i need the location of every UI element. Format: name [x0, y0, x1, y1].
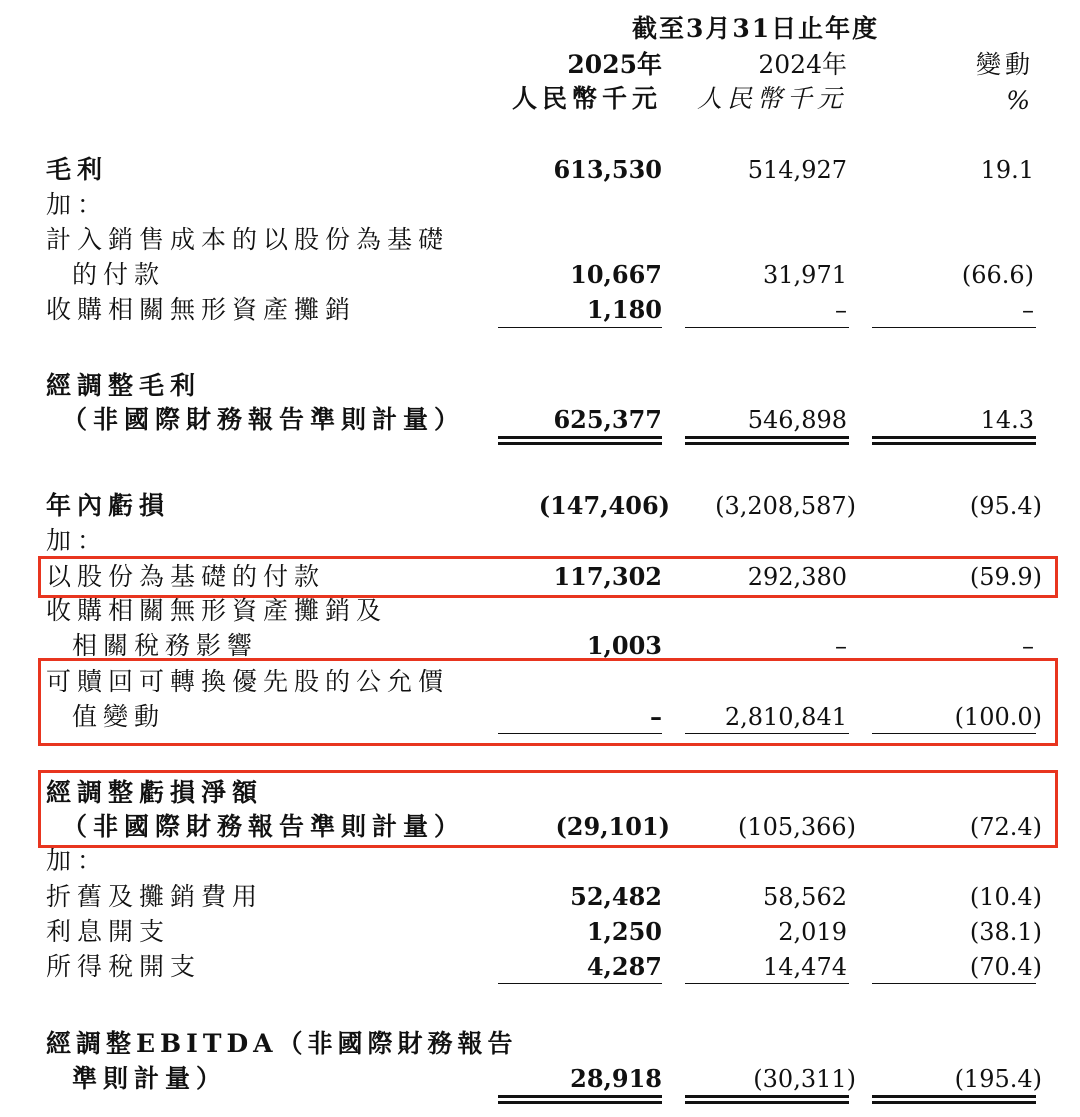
- value-2024: (105,366): [738, 813, 856, 841]
- value-2024: 58,562: [763, 883, 847, 911]
- row-label-amortization-tax: 收購相關無形資產攤銷及: [46, 596, 388, 625]
- row-label-add: 加：: [46, 846, 109, 875]
- row-label-sbc-cos: 計入銷售成本的以股份為基礎: [46, 225, 450, 254]
- total-double-rule: [498, 436, 662, 445]
- row-label-fair-value: 可贖回可轉換優先股的公允價: [46, 667, 450, 696]
- total-double-rule: [685, 1095, 849, 1104]
- value-change: –: [1022, 632, 1034, 660]
- total-double-rule: [872, 436, 1036, 445]
- highlight-box-fair-value: [38, 658, 1058, 746]
- row-label-adjusted-net-loss: 經調整虧損淨額: [46, 778, 264, 807]
- col-change-unit: %: [1006, 86, 1030, 115]
- row-label-fair-value-cont: 值變動: [72, 702, 166, 731]
- value-2025: 1,250: [586, 917, 662, 946]
- value-2024: 31,971: [763, 261, 847, 289]
- value-change: (10.4): [969, 883, 1042, 911]
- value-2025: 1,180: [586, 295, 662, 324]
- row-label-tax-impact: 相關稅務影響: [72, 631, 259, 660]
- value-2024: 546,898: [747, 406, 847, 434]
- value-change: (72.4): [969, 813, 1042, 841]
- row-label-income-tax: 所得稅開支: [46, 952, 202, 981]
- value-change: –: [1022, 296, 1034, 324]
- value-2025: 117,302: [553, 562, 662, 591]
- highlight-box-adjusted-net-loss: [38, 770, 1058, 848]
- value-2025: (29,101): [555, 812, 670, 841]
- total-double-rule: [685, 436, 849, 445]
- total-double-rule: [872, 1095, 1036, 1104]
- row-label-interest: 利息開支: [46, 917, 171, 946]
- value-2024: (30,311): [753, 1065, 856, 1093]
- subtotal-rule: [872, 983, 1036, 984]
- subtotal-rule: [498, 983, 662, 984]
- value-2024: –: [835, 632, 847, 660]
- row-label-non-ifrs: （非國際財務報告準則計量）: [62, 812, 466, 841]
- value-2024: 292,380: [747, 563, 847, 591]
- total-double-rule: [498, 1095, 662, 1104]
- value-2025: 625,377: [553, 405, 662, 434]
- value-2025: 1,003: [586, 631, 662, 660]
- subtotal-rule: [685, 983, 849, 984]
- value-2025: (147,406): [538, 491, 670, 520]
- value-2024: 2,810,841: [724, 703, 847, 731]
- value-2024: 14,474: [763, 953, 847, 981]
- col-2025-unit: 人民幣千元: [511, 84, 662, 113]
- value-change: (59.9): [969, 563, 1042, 591]
- value-change: (66.6): [961, 261, 1034, 289]
- value-2024: 514,927: [747, 156, 847, 184]
- row-label-sbc-cos-cont: 的付款: [72, 260, 166, 289]
- row-label-adjusted-ebitda: 經調整EBITDA（非國際財務報告: [46, 1029, 518, 1058]
- value-change: 19.1: [980, 156, 1034, 184]
- highlight-box-sbc: [38, 556, 1058, 598]
- value-2025: 613,530: [553, 155, 662, 184]
- period-header: 截至3月31日止年度: [632, 14, 880, 43]
- value-change: (70.4): [969, 953, 1042, 981]
- col-2024-year: 2024年: [758, 50, 847, 79]
- value-2024: –: [835, 296, 847, 324]
- value-change: (95.4): [969, 492, 1042, 520]
- value-2025: 28,918: [570, 1064, 662, 1093]
- value-change: 14.3: [980, 406, 1034, 434]
- row-label-amortization: 收購相關無形資產攤銷: [46, 295, 357, 324]
- row-label-non-ifrs: （非國際財務報告準則計量）: [62, 405, 466, 434]
- value-2025: –: [650, 702, 662, 731]
- subtotal-rule: [685, 327, 849, 328]
- row-label-adjusted-gross-profit: 經調整毛利: [46, 371, 202, 400]
- row-label-add: 加：: [46, 190, 109, 219]
- row-label-sbc: 以股份為基礎的付款: [46, 562, 326, 591]
- value-2025: 4,287: [586, 952, 662, 981]
- value-2024: 2,019: [778, 918, 847, 946]
- value-change: (38.1): [969, 918, 1042, 946]
- col-2025-year: 2025年: [567, 50, 662, 79]
- value-change: (100.0): [954, 703, 1042, 731]
- row-label-loss: 年內虧損: [46, 491, 171, 520]
- subtotal-rule: [498, 327, 662, 328]
- row-label-depreciation: 折舊及攤銷費用: [46, 882, 264, 911]
- value-2025: 52,482: [570, 882, 662, 911]
- row-label-add: 加：: [46, 526, 109, 555]
- subtotal-rule: [872, 327, 1036, 328]
- col-2024-unit: 人民幣千元: [696, 84, 847, 113]
- value-2024: (3,208,587): [715, 492, 856, 520]
- row-label-gross-profit: 毛利: [46, 155, 109, 184]
- row-label-ebitda-cont: 準則計量）: [72, 1064, 228, 1093]
- col-change-title: 變動: [975, 50, 1034, 79]
- value-2025: 10,667: [570, 260, 662, 289]
- value-change: (195.4): [954, 1065, 1042, 1093]
